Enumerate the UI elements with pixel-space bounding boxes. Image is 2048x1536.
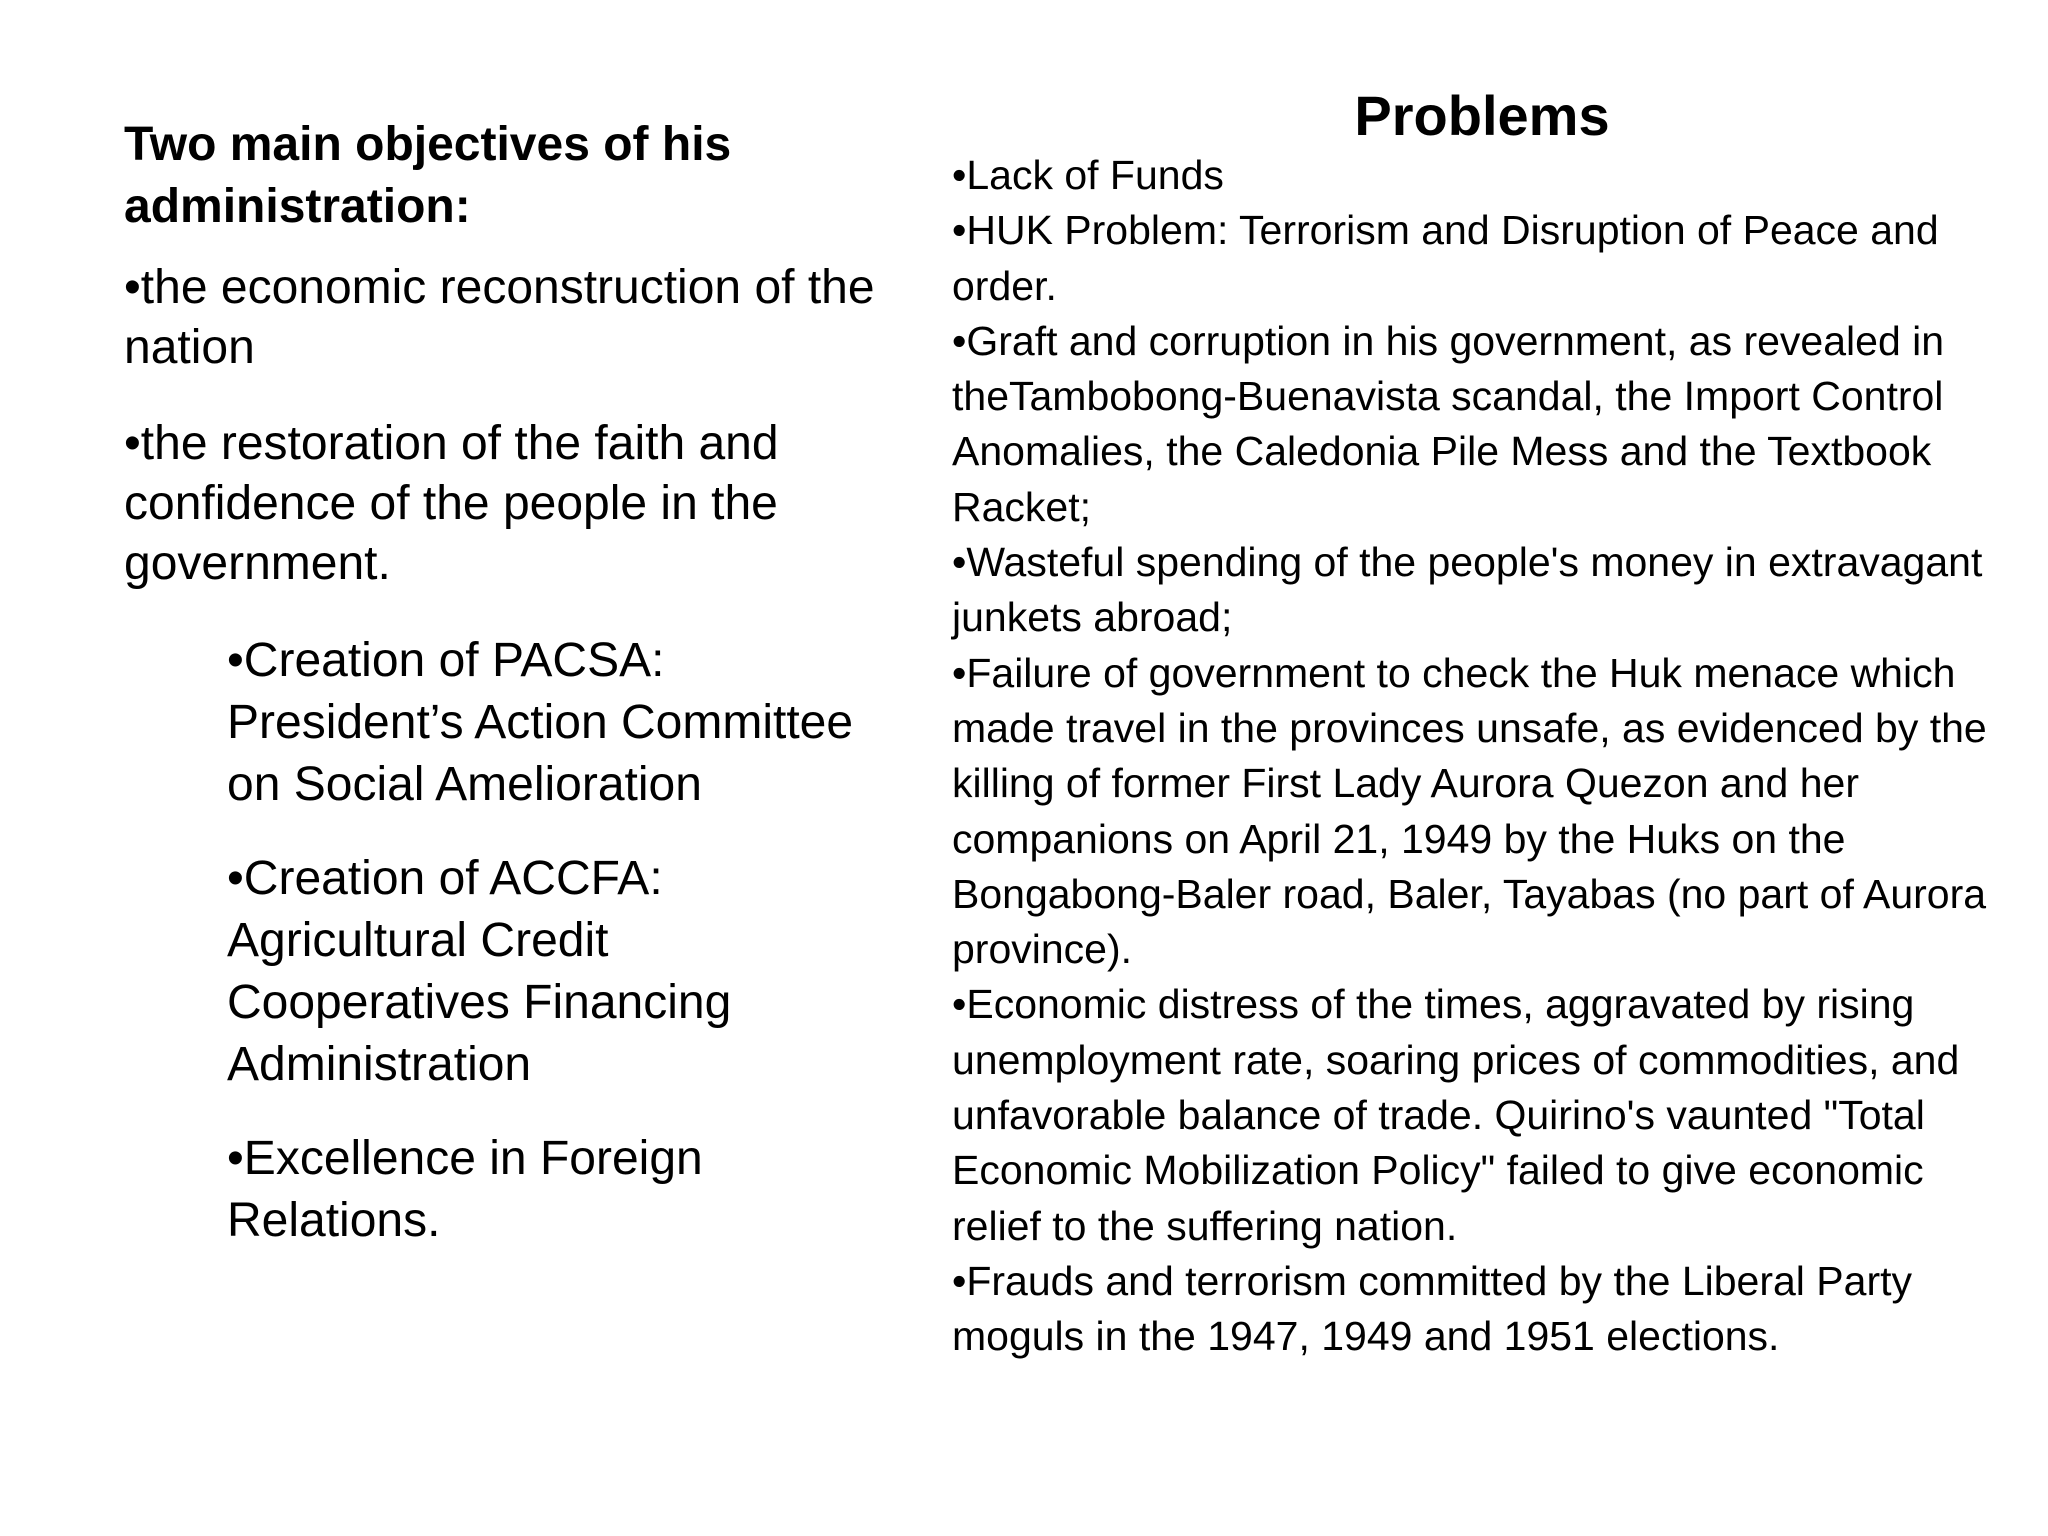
problem-item-graft: •Graft and corruption in his government, as revealed in theTambobong-Buenavista scandal, the Import Control Anomalies, the Caledonia Pile Mess and the Textbook Racket;: [952, 317, 1945, 530]
problem-item-funds: •Lack of Funds: [952, 152, 1224, 198]
objective-item-economic: •the economic reconstruction of the nation: [124, 261, 875, 374]
problems-column: [952, 80, 2012, 1365]
program-item-pacsa: •Creation of PACSA: President’s Action Committee on Social Amelioration: [227, 634, 854, 811]
problem-item-huk: •HUK Problem: Terrorism and Disruption of Peace and order.: [952, 207, 1939, 309]
problems-title: Problems: [1354, 84, 1610, 147]
program-item-foreign-relations: •Excellence in Foreign Relations.: [227, 1132, 703, 1247]
program-item-accfa: •Creation of ACCFA: Agricultural Credit Cooperatives Financing Administration: [227, 852, 732, 1091]
problem-item-election-frauds: •Frauds and terrorism committed by the Liberal Party moguls in the 1947, 1949 and 1951 elections.: [952, 1257, 1912, 1360]
objectives-column: [124, 114, 884, 1284]
problem-item-wasteful-spending: •Wasteful spending of the people's money in extravagant junkets abroad;: [952, 539, 1983, 641]
problem-item-huk-menace: •Failure of government to check the Huk menace which made travel in the provinces unsafe, as evidenced by the killing of former First Lady Aurora Quezon and her companions on April 21, 1949 by the Huks on the Bongabong-Baler road, Baler, Tayabas (no part of Aurora province).: [952, 649, 1987, 973]
objectives-heading: Two main objectives of his administration:: [124, 118, 732, 233]
objective-item-restoration: •the restoration of the faith and confidence of the people in the government.: [124, 417, 779, 590]
programs-list: [227, 630, 884, 1252]
problem-item-economic-distress: •Economic distress of the times, aggravated by rising unemployment rate, soaring prices of commodities, and unfavorable balance of trade. Quirino's vaunted "Total Economic Mobilization Policy" failed to give economic relief to the suffering nation.: [952, 981, 1960, 1249]
